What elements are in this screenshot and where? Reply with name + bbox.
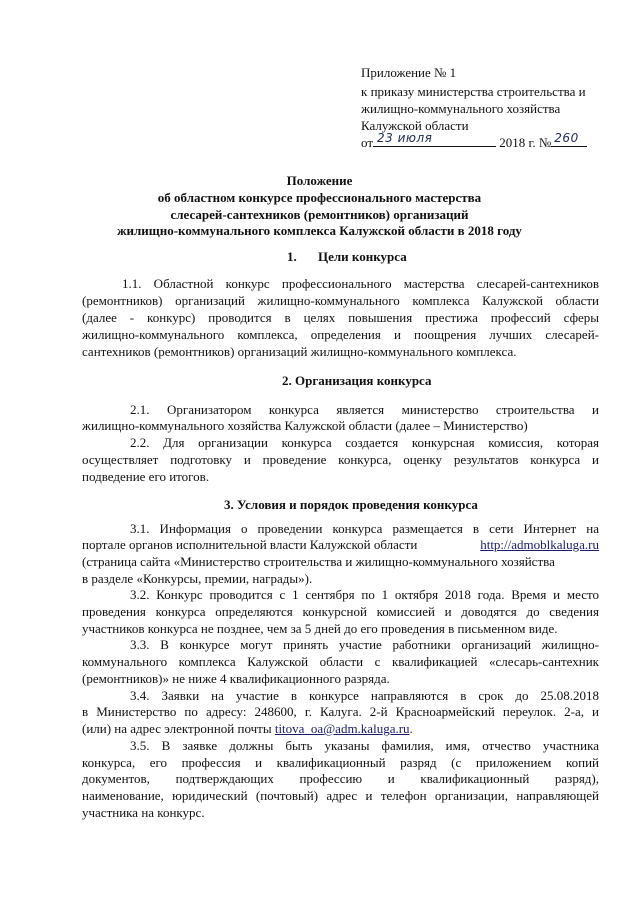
year-label: 2018 г. № [499,135,552,150]
p34-line-2: в Министерство по адресу: 248600, г. Калуга. 2-й Красноармейский переулок. 2-а, и [82,704,599,719]
section-2-heading: 2. Организация конкурса [282,373,432,388]
appendix-line-1: Приложение № 1 [361,65,457,80]
p33-line-2: коммунального комплекса Калужской области с квалификацией «слесарь-сантехник [82,654,599,669]
p11-line-2: (ремонтников) организаций жилищно-коммунального комплекса Калужской области [82,293,599,308]
p22-line-1: 2.2. Для организации конкурса создается конкурсная комиссия, которая [130,435,599,450]
p34-line-1: 3.4. Заявки на участие в конкурсе направляются в срок до 25.08.2018 [130,688,599,703]
appendix-line-2: к приказу министерства строительства и [361,84,586,99]
section-3-heading: 3. Условия и порядок проведения конкурса [224,497,478,512]
p33-line-3: (ремонтников)» не ниже 4 квалификационного разряда. [82,671,390,686]
p31-line-1: 3.1. Информация о проведении конкурса размещается в сети Интернет на [130,521,599,536]
section-1-number: 1. [287,249,297,264]
p11-line-4: жилищно-коммунального комплекса, определения и поощрения лучших слесарей- [82,327,599,342]
p35-line-3: документов, подтверждающих профессию и квалификационный разряд), [82,771,599,786]
p34-line-3-text: (или) на адрес электронной почты [82,721,272,736]
p31-line-2 [82,537,599,553]
p11-line-5: сантехников (ремонтников) организаций жилищно-коммунального комплекса. [82,344,517,359]
p32-line-1: 3.2. Конкурс проводится с 1 сентября по 1 октября 2018 года. Время и место [130,587,599,602]
appendix-date-line [361,131,587,151]
handwritten-date: 23 июля [377,131,433,145]
p35-line-2: конкурса, его профессия и квалификационный разряд (с приложением копий [82,755,599,770]
p32-line-3: участников конкурса не позднее, чем за 5 дней до его проведения в письменном виде. [82,621,558,636]
p21-line-1: 2.1. Организатором конкурса является министерство строительства и [130,402,599,417]
p35-line-5: участника на конкурс. [82,805,205,820]
email-link[interactable]: titova_oa@adm.kaluga.ru [274,721,410,736]
p11-line-3: (далее - конкурс) проводится в целях повышения престижа профессий сферы [82,310,599,325]
p11-line-1: 1.1. Областной конкурс профессионального мастерства слесарей-сантехников [122,276,599,291]
doc-title-2: об областном конкурсе профессионального мастерства [157,190,482,205]
handwritten-number: 260 [554,131,579,145]
appendix-line-3: жилищно-коммунального хозяйства [361,101,561,116]
doc-title-1: Положение [286,173,353,188]
p34-line-3-end: . [409,721,413,736]
date-blank [373,131,496,147]
p31-line-4: в разделе «Конкурсы, премии, награды»). [82,571,313,586]
p34-line-3 [82,721,413,737]
p35-line-4: наименование, юридический (почтовый) адрес и телефон организации, направляющей [82,788,599,803]
number-blank [551,131,587,147]
p22-line-3: подведение его итогов. [82,469,210,484]
p32-line-2: проведения конкурса определяются конкурсной комиссией и доводятся до сведения [82,604,599,619]
portal-link[interactable]: http://admoblkaluga.ru [480,537,599,552]
date-prefix: от [361,135,374,150]
doc-title-3: слесарей-сантехников (ремонтников) организаций [170,207,469,222]
p33-line-1: 3.3. В конкурсе могут принять участие работники организаций жилищно- [130,637,599,652]
p21-line-2: жилищно-коммунального хозяйства Калужской области (далее – Министерство) [82,418,528,433]
p35-line-1: 3.5. В заявке должны быть указаны фамилия, имя, отчество участника [130,738,599,753]
p31-line-2-text: портале органов исполнительной власти Калужской области [82,537,418,552]
appendix-line-4: Калужской области [361,118,469,133]
p31-line-3: (страница сайта «Министерство строительства и жилищно-коммунального хозяйства [82,554,555,569]
p22-line-2: осуществляет подготовку и проведение конкурса, оценку результатов конкурса и [82,452,599,467]
doc-title-4: жилищно-коммунального комплекса Калужской области в 2018 году [117,223,522,238]
section-1-heading: Цели конкурса [318,249,407,264]
